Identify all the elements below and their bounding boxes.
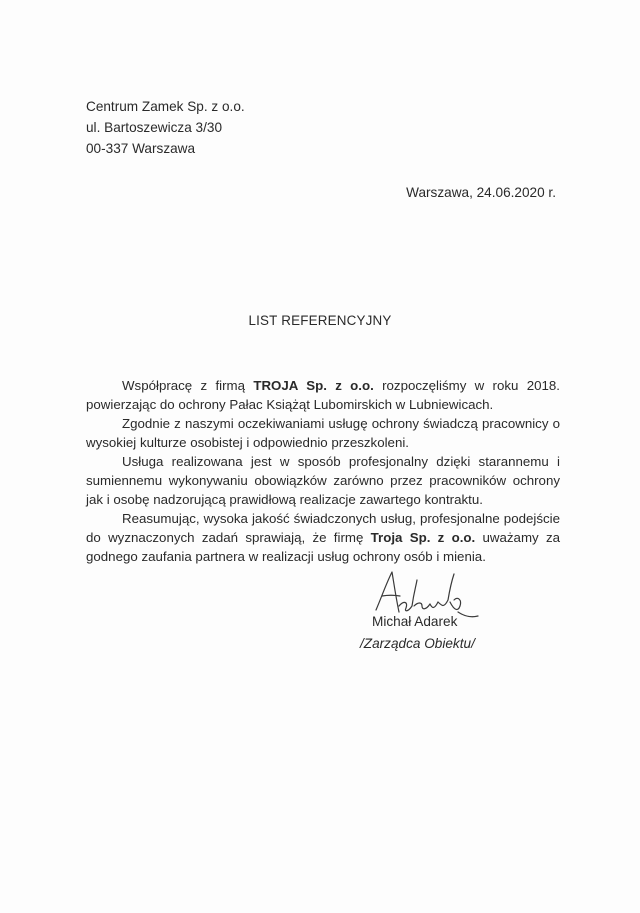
paragraph-4-text-a: Reasumując, wysoka jakość świadczonych usług, profesjonalne podejście do wyznaczonych zadań sprawiają, że firmę xyxy=(86,511,560,545)
paragraph-1-text-b: rozpoczęliśmy w roku 2018. powierzając do ochrony Pałac Książąt Lubomirskich w Lubniewicach. xyxy=(86,378,561,412)
company-name-bold: TROJA Sp. z o.o. xyxy=(253,378,374,393)
paragraph-3: Usługa realizowana jest w sposób profesjonalny dzięki starannemu i sumiennemu wykonywaniu obowiązków zarówno przez pracowników ochrony jak i osobę nadzorującą prawidłową realizacje zawartego kontraktu. xyxy=(86,454,560,507)
paragraph-2: Zgodnie z naszymi oczekiwaniami usługę ochrony świadczą pracownicy o wysokiej kulturze osobistej i odpowiednio przeszkoleni. xyxy=(86,416,560,450)
paragraph-1-text-a: Współpracę z firmą xyxy=(122,378,254,393)
company-name-bold-2: Troja Sp. z o.o. xyxy=(370,530,476,545)
paragraph-4 xyxy=(86,509,560,566)
sender-street: ul. Bartoszewicza 3/30 xyxy=(86,120,223,135)
letter-title: LIST REFERENCYJNY xyxy=(248,313,392,328)
signatory-name: Michał Adarek xyxy=(372,614,458,629)
sender-address xyxy=(86,96,245,159)
letter-body xyxy=(86,376,560,566)
sender-company: Centrum Zamek Sp. z o.o. xyxy=(86,99,245,114)
sender-city: 00-337 Warszawa xyxy=(86,141,196,156)
paragraph-4-text-b: uważamy za godnego zaufania partnera w realizacji usług ochrony osób i mienia. xyxy=(86,530,561,564)
signatory-role: /Zarządca Obiektu/ xyxy=(360,636,475,651)
paragraph-1 xyxy=(86,376,560,414)
letter-date: Warszawa, 24.06.2020 r. xyxy=(406,185,556,200)
